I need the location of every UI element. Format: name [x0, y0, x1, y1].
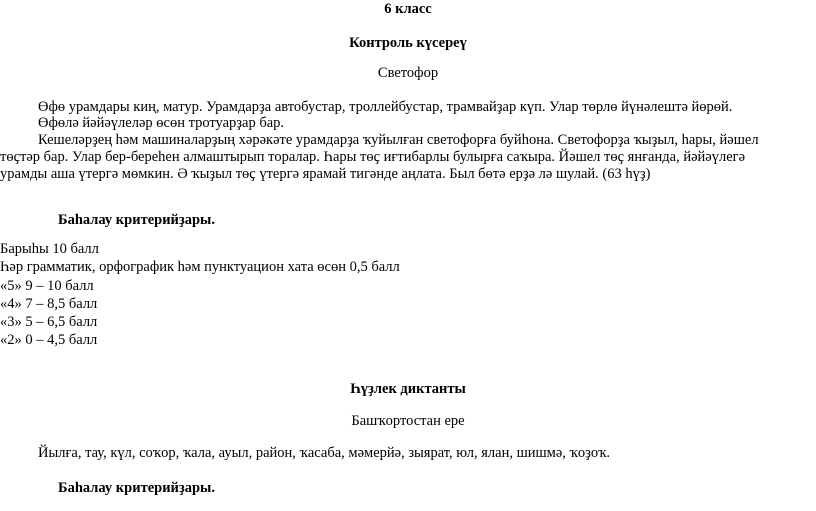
paragraph-1-line-2: Өфөлә йәйәүлеләр өсөн тротуарҙар бар. — [38, 115, 285, 131]
criteria-grade-5: «5» 9 – 10 балл — [0, 278, 94, 294]
dictation-subtitle: Башҡортостан ере — [351, 413, 465, 429]
text-title: Светофор — [377, 65, 439, 81]
paragraph-2-line-1: Кешеләрҙең һәм машиналарҙың хәрәкәте урамдарҙа ҡуйылған светофорға буйһона. Светофорҙа ҡыҙыл, һары, йәшел — [38, 132, 759, 148]
grade-heading: 6 класс — [384, 1, 432, 17]
criteria-heading-2: Баһалау критерийҙары. — [58, 480, 215, 496]
paragraph-1-line-1: Өфө урамдары киң, матур. Урамдарҙа автобустар, троллейбустар, трамвайҙар күп. Улар төрлө йүнәлештә йөрөй. — [38, 99, 733, 115]
criteria-grade-2: «2» 0 – 4,5 балл — [0, 332, 98, 348]
criteria-heading-1: Баһалау критерийҙары. — [58, 212, 215, 228]
paragraph-2-line-2: төҫтәр бар. Улар бер-береһен алмаштырып торалар. Һары төҫ иғтибарлы булырға саҡыра. Йәшел төҫ янғанда, йәйәүлегә — [0, 149, 746, 165]
paragraph-2-line-3: урамды аша үтергә мөмкин. Ә ҡыҙыл төҫ үтергә ярамай тигәнде аңлата. Был бөтә ерҙә лә шулай. (63 һүҙ) — [0, 166, 651, 182]
dictation-title: Һүҙлек диктанты — [350, 381, 466, 397]
test-title: Контроль күсереү — [349, 35, 467, 51]
criteria-grade-3: «3» 5 – 6,5 балл — [0, 314, 98, 330]
dictation-words: Йылға, тау, күл, соҡор, ҡала, ауыл, район, ҡасаба, мәмерйә, зыярат, юл, ялан, шишмә, ҡоҙоҡ. — [38, 445, 611, 461]
criteria-error-rule: Һәр грамматик, орфографик һәм пунктуацион хата өсөн 0,5 балл — [0, 259, 400, 275]
criteria-grade-4: «4» 7 – 8,5 балл — [0, 296, 98, 312]
criteria-total: Барыһы 10 балл — [0, 241, 99, 257]
